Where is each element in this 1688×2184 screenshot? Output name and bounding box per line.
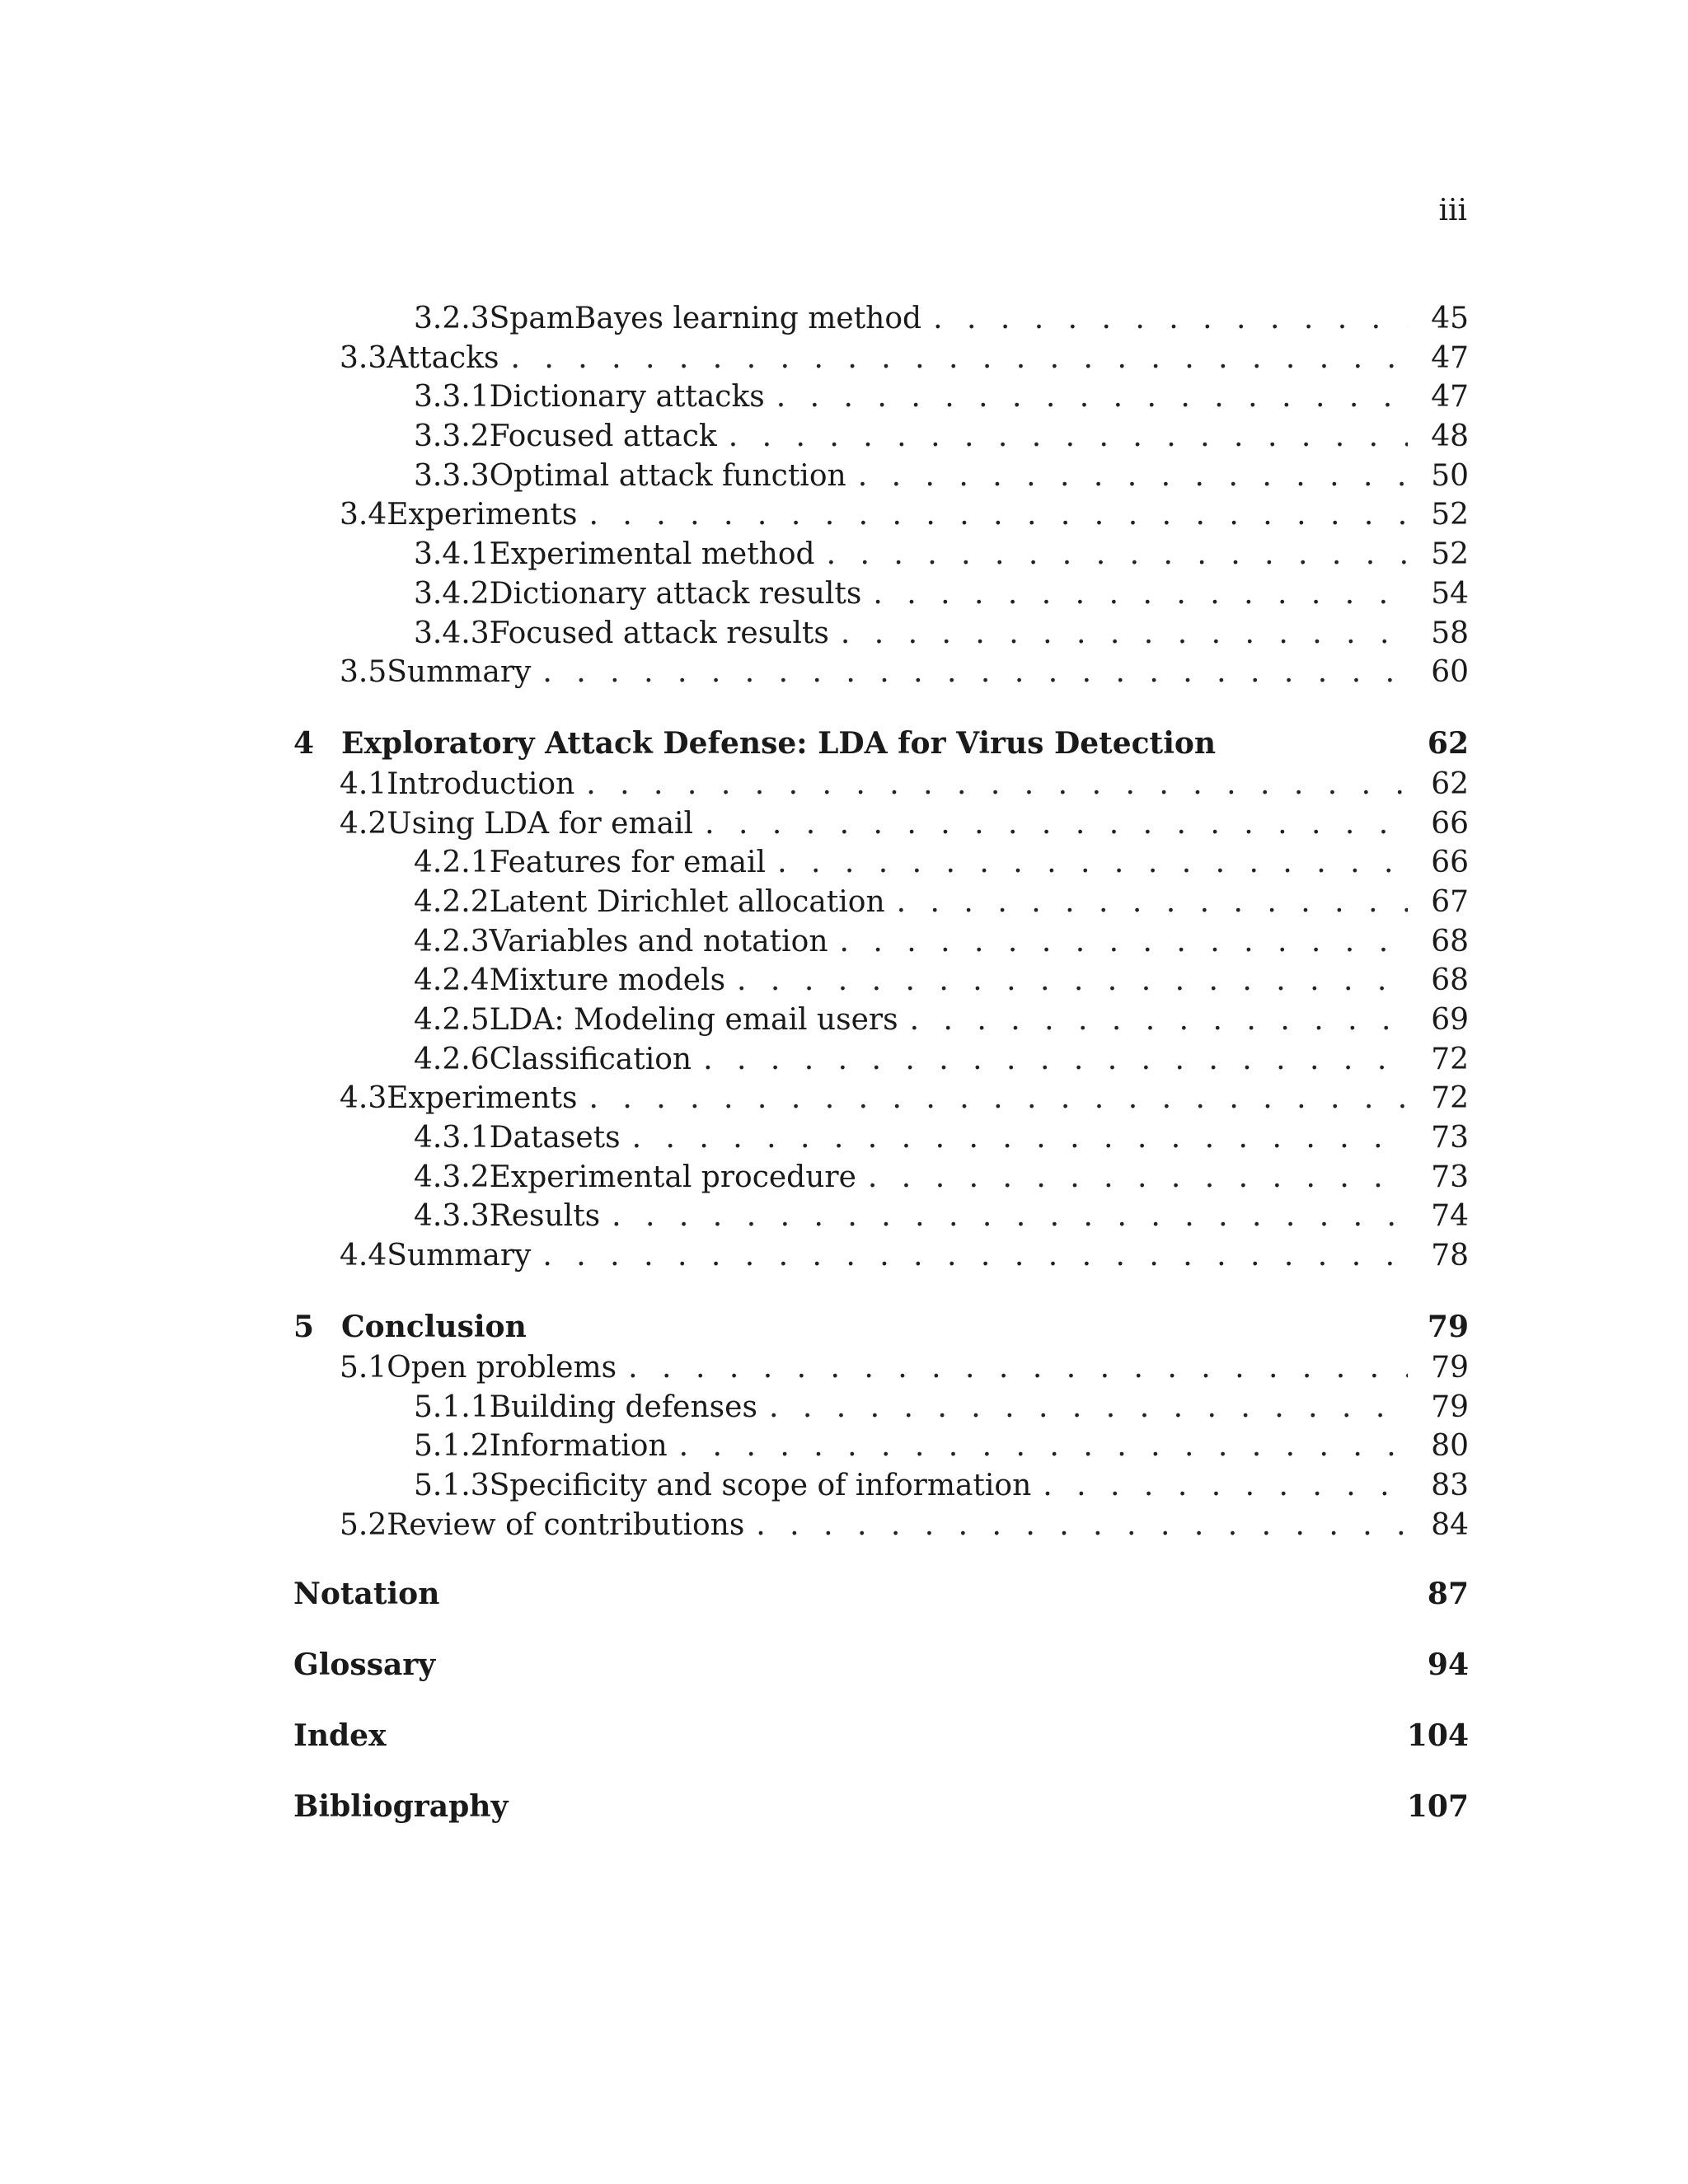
dot-leader <box>542 1239 1408 1272</box>
toc-chapter-title: Conclusion <box>341 1309 527 1344</box>
dot-leader <box>589 1081 1409 1115</box>
dot-leader <box>776 380 1408 414</box>
toc-chapter-number: 5 <box>293 1309 315 1344</box>
toc-entry-number: 4.3.2 <box>414 1160 490 1194</box>
toc-entry-title: Using LDA for email <box>387 806 694 841</box>
toc-entry-page: 47 <box>1431 380 1469 415</box>
dot-leader <box>628 1351 1408 1385</box>
toc-entry-title: Experiments <box>387 498 578 532</box>
toc-entry[interactable] <box>293 1121 1469 1160</box>
toc-back-page: 104 <box>1406 1718 1469 1754</box>
toc-entry-title: Focused attack <box>489 419 717 454</box>
dot-leader <box>897 885 1408 919</box>
dot-leader <box>586 767 1408 801</box>
toc-entry-page: 73 <box>1431 1121 1469 1155</box>
toc-entry-title: Summary <box>387 1239 532 1273</box>
toc-entry-title: Attacks <box>387 340 499 375</box>
toc-entry[interactable] <box>293 1351 1469 1390</box>
toc-entry-page: 67 <box>1431 884 1469 919</box>
toc-entry-page: 84 <box>1431 1507 1469 1542</box>
toc-entry-number: 5.1 <box>340 1350 387 1385</box>
toc-entry-title: Latent Dirichlet allocation <box>489 884 885 919</box>
toc-entry-number: 4.3.3 <box>414 1199 490 1234</box>
toc-entry[interactable] <box>293 1508 1469 1548</box>
toc-entry-title: Review of contributions <box>387 1507 745 1542</box>
toc-entry-title: Optimal attack function <box>489 458 846 493</box>
toc-chapter-page: 62 <box>1427 725 1469 761</box>
toc-entry-page: 45 <box>1431 302 1469 335</box>
dot-leader <box>679 1429 1408 1463</box>
toc-entry-page: 74 <box>1431 1199 1469 1234</box>
dot-leader <box>873 577 1408 611</box>
toc-entry-title: LDA: Modeling email users <box>489 1003 898 1037</box>
toc-entry-number: 4.3.1 <box>414 1121 490 1155</box>
toc-back-title: Glossary <box>293 1647 436 1683</box>
toc-entry[interactable] <box>293 925 1469 964</box>
toc-entry-page: 58 <box>1431 616 1469 650</box>
toc-entry-title: Introduction <box>387 766 575 801</box>
toc-entry-number: 5.1.3 <box>414 1468 490 1502</box>
toc-entry-title: Datasets <box>489 1121 621 1155</box>
toc-entry-title: Open problems <box>387 1350 617 1385</box>
toc-back-page: 94 <box>1427 1647 1469 1683</box>
toc-entry-number: 3.4.3 <box>414 616 490 650</box>
toc-entry-title: Experiments <box>387 1081 578 1116</box>
toc-entry-number: 4.2.3 <box>414 924 490 958</box>
toc-entry[interactable] <box>293 1429 1469 1469</box>
toc-entry-number: 3.2.3 <box>414 302 490 335</box>
dot-leader <box>933 302 1408 335</box>
toc-entry-title: Focused attack results <box>489 616 829 650</box>
toc-entry-page: 62 <box>1431 766 1469 801</box>
dot-leader <box>705 807 1408 841</box>
toc-entry-title: Experimental method <box>489 537 815 572</box>
dot-leader <box>827 537 1408 571</box>
toc-entry[interactable] <box>293 1043 1469 1082</box>
toc-back-bibliography[interactable] <box>293 1789 1469 1830</box>
table-of-contents <box>293 302 1469 1830</box>
toc-entry-number: 3.3.2 <box>414 419 490 454</box>
toc-entry-title: SpamBayes learning method <box>489 302 922 335</box>
toc-entry-page: 78 <box>1431 1239 1469 1273</box>
toc-chapter-5[interactable] <box>293 1310 1469 1351</box>
toc-entry-page: 47 <box>1431 340 1469 375</box>
toc-chapter-4[interactable] <box>293 726 1469 767</box>
toc-back-notation[interactable] <box>293 1577 1469 1618</box>
dot-leader <box>612 1199 1408 1233</box>
toc-entry-number: 3.3.1 <box>414 380 490 415</box>
page-number: iii <box>1438 194 1467 227</box>
toc-back-index[interactable] <box>293 1718 1469 1760</box>
toc-back-title: Index <box>293 1718 387 1754</box>
toc-entry-number: 4.2.6 <box>414 1042 490 1076</box>
toc-entry[interactable] <box>293 1160 1469 1200</box>
toc-entry-title: Specificity and scope of information <box>489 1468 1032 1502</box>
toc-entry-number: 3.3.3 <box>414 458 490 493</box>
toc-entry-number: 3.4 <box>340 498 387 532</box>
toc-entry-page: 66 <box>1431 846 1469 880</box>
toc-entry[interactable] <box>293 1081 1469 1121</box>
toc-entry-number: 4.4 <box>340 1239 387 1273</box>
toc-entry-number: 4.1 <box>340 766 387 801</box>
toc-entry[interactable] <box>293 1003 1469 1043</box>
dot-leader <box>868 1160 1408 1194</box>
toc-entry-page: 60 <box>1431 655 1469 690</box>
toc-entry[interactable] <box>293 963 1469 1003</box>
toc-entry-page: 79 <box>1431 1350 1469 1385</box>
toc-entry-title: Dictionary attack results <box>489 576 862 611</box>
toc-entry[interactable] <box>293 1199 1469 1239</box>
toc-entry-page: 79 <box>1431 1390 1469 1424</box>
dot-leader <box>841 616 1408 650</box>
toc-entry-title: Results <box>489 1199 601 1234</box>
toc-entry[interactable] <box>293 807 1469 846</box>
toc-back-page: 107 <box>1406 1789 1469 1825</box>
toc-entry[interactable] <box>293 1239 1469 1278</box>
toc-entry[interactable] <box>293 655 1469 695</box>
toc-back-title: Bibliography <box>293 1789 509 1825</box>
toc-entry-title: Variables and notation <box>489 924 828 958</box>
dot-leader <box>756 1508 1408 1542</box>
dot-leader <box>510 341 1408 375</box>
toc-entry[interactable] <box>293 419 1469 459</box>
toc-entry-page: 68 <box>1431 924 1469 958</box>
dot-leader <box>589 498 1409 532</box>
toc-entry-page: 72 <box>1431 1042 1469 1076</box>
toc-entry-page: 73 <box>1431 1160 1469 1194</box>
toc-entry[interactable] <box>293 885 1469 925</box>
toc-entry-page: 66 <box>1431 806 1469 841</box>
toc-entry-title: Features for email <box>489 846 767 880</box>
toc-entry-number: 4.2.5 <box>414 1003 490 1037</box>
toc-entry-number: 4.3 <box>340 1081 387 1116</box>
toc-entry[interactable] <box>293 459 1469 499</box>
toc-entry-title: Mixture models <box>489 963 726 998</box>
dot-leader <box>632 1121 1408 1155</box>
toc-entry-number: 3.5 <box>340 655 387 690</box>
toc-entry-number: 3.3 <box>340 340 387 375</box>
toc-entry-page: 54 <box>1431 576 1469 611</box>
dot-leader <box>777 846 1408 879</box>
toc-entry-number: 3.4.2 <box>414 576 490 611</box>
toc-entry-number: 5.2 <box>340 1507 387 1542</box>
toc-entry-title: Experimental procedure <box>489 1160 856 1194</box>
toc-back-page: 87 <box>1427 1577 1469 1612</box>
toc-entry-page: 80 <box>1431 1429 1469 1464</box>
toc-back-title: Notation <box>293 1577 440 1612</box>
toc-entry[interactable] <box>293 846 1469 885</box>
dot-leader <box>840 925 1409 958</box>
toc-entry-title: Building defenses <box>489 1390 757 1424</box>
toc-entry-number: 5.1.2 <box>414 1429 490 1464</box>
toc-entry[interactable] <box>293 577 1469 616</box>
toc-entry-page: 83 <box>1431 1468 1469 1502</box>
dot-leader <box>703 1043 1408 1076</box>
toc-entry[interactable] <box>293 616 1469 656</box>
toc-entry-page: 50 <box>1431 458 1469 493</box>
dot-leader <box>737 963 1408 997</box>
toc-entry-number: 4.2 <box>340 806 387 841</box>
toc-entry-page: 68 <box>1431 963 1469 998</box>
toc-entry[interactable] <box>293 767 1469 807</box>
toc-entry[interactable] <box>293 1469 1469 1508</box>
toc-entry-number: 5.1.1 <box>414 1390 490 1424</box>
toc-entry-page: 72 <box>1431 1081 1469 1116</box>
toc-back-glossary[interactable] <box>293 1647 1469 1689</box>
toc-entry-number: 4.2.2 <box>414 884 490 919</box>
toc-entry[interactable] <box>293 380 1469 419</box>
toc-entry-number: 4.2.1 <box>414 846 490 880</box>
toc-entry-number: 4.2.4 <box>414 963 490 998</box>
toc-entry[interactable] <box>293 498 1469 537</box>
toc-entry-number: 3.4.1 <box>414 537 490 572</box>
toc-entry[interactable] <box>293 1390 1469 1430</box>
dot-leader <box>910 1003 1408 1037</box>
toc-entry-title: Classification <box>489 1042 692 1076</box>
toc-entry-title: Information <box>489 1429 668 1464</box>
toc-entry[interactable] <box>293 302 1469 341</box>
toc-entry-title: Dictionary attacks <box>489 380 765 415</box>
toc-entry[interactable] <box>293 537 1469 577</box>
toc-entry-title: Summary <box>387 655 532 690</box>
toc-entry-page: 69 <box>1431 1003 1469 1037</box>
toc-entry-page: 52 <box>1431 537 1469 572</box>
toc-chapter-number: 4 <box>293 725 315 761</box>
dot-leader <box>858 459 1408 493</box>
toc-chapter-title: Exploratory Attack Defense: LDA for Virus Detection <box>341 725 1217 761</box>
toc-entry[interactable] <box>293 341 1469 381</box>
dot-leader <box>542 655 1408 689</box>
dot-leader <box>1043 1469 1408 1502</box>
toc-entry-page: 48 <box>1431 419 1469 454</box>
dot-leader <box>769 1390 1408 1424</box>
toc-entry-page: 52 <box>1431 498 1469 532</box>
dot-leader <box>729 419 1408 453</box>
toc-chapter-page: 79 <box>1427 1309 1469 1344</box>
